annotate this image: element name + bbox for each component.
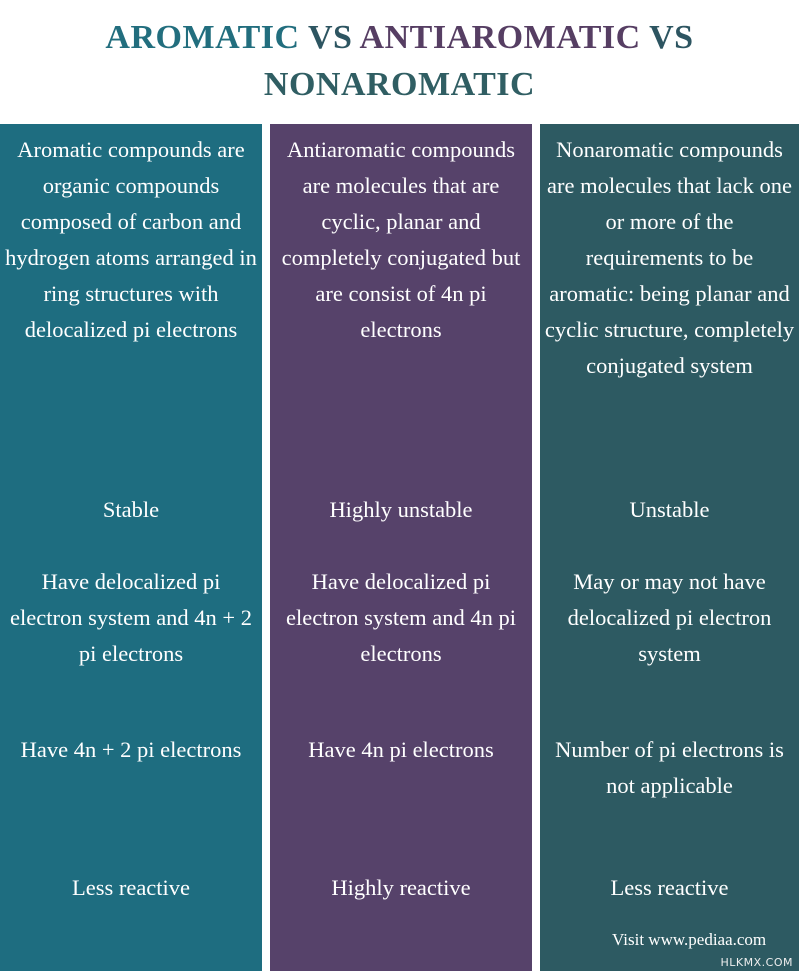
antiaromatic-pi-electrons: Have 4n pi electrons <box>308 737 494 762</box>
title-aromatic: AROMATIC <box>105 19 300 56</box>
column-aromatic <box>0 124 262 971</box>
watermark: HLKMX.COM <box>720 956 793 969</box>
aromatic-electron-system: Have delocalized pi electron system and 4n + 2 pi electrons <box>9 569 252 666</box>
column-nonaromatic <box>540 124 799 971</box>
nonaromatic-pi-electrons: Number of pi electrons is not applicable <box>555 737 784 798</box>
nonaromatic-reactivity: Less reactive <box>610 875 729 900</box>
nonaromatic-stability: Unstable <box>629 497 710 522</box>
antiaromatic-electron-system: Have delocalized pi electron system and 4n pi electrons <box>286 569 516 666</box>
title-antiaromatic: ANTIAROMATIC <box>359 19 641 56</box>
antiaromatic-definition: Antiaromatic compounds are molecules that are cyclic, planar and completely conjugated but are consist of 4n pi electrons <box>281 137 521 342</box>
nonaromatic-electron-system: May or may not have delocalized pi electron system <box>567 569 772 666</box>
aromatic-pi-electrons: Have 4n + 2 pi electrons <box>20 737 242 762</box>
aromatic-stability: Stable <box>102 497 160 522</box>
antiaromatic-stability: Highly unstable <box>329 497 473 522</box>
title-nonaromatic: NONAROMATIC <box>263 66 536 103</box>
title-vs: VS <box>640 19 694 56</box>
footer-link: Visit www.pediaa.com <box>612 930 767 949</box>
column-antiaromatic <box>270 124 532 971</box>
nonaromatic-definition: Nonaromatic compounds are molecules that lack one or more of the requirements to be aromatic: being planar and cyclic structure, completely conjugated system <box>544 137 795 378</box>
aromatic-reactivity: Less reactive <box>71 875 191 900</box>
page-title <box>0 14 799 108</box>
aromatic-definition: Aromatic compounds are organic compounds composed of carbon and hydrogen atoms arranged in ring structures with delocalized pi electrons <box>5 137 257 342</box>
antiaromatic-reactivity: Highly reactive <box>331 875 471 900</box>
title-vs: VS <box>299 19 360 56</box>
